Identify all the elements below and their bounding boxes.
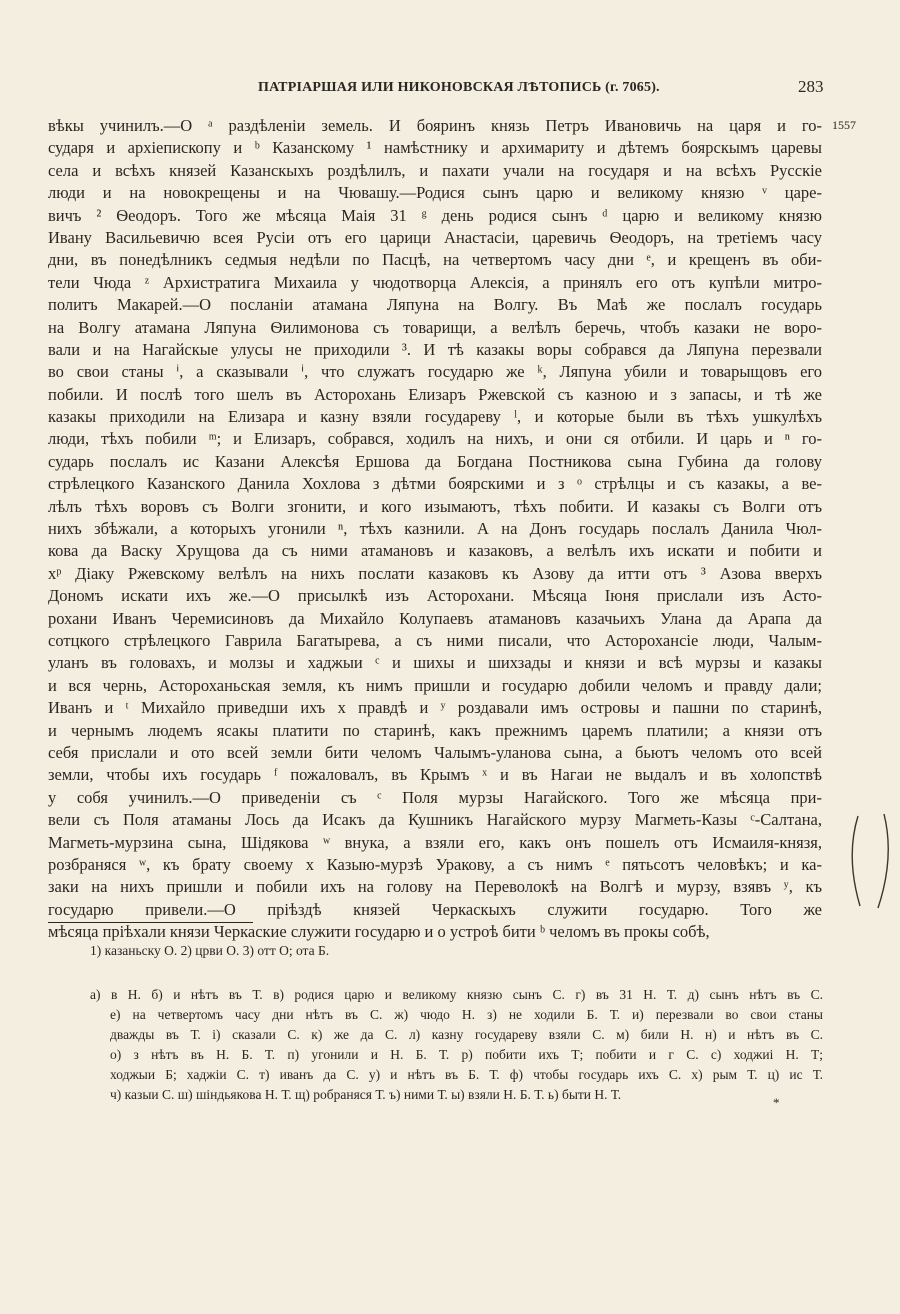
text-line: Магметь-мурзина сына, Шідякова ʷ внука, а взяли его, какъ онъ пошелъ отъ Исмаиля-князя, bbox=[48, 832, 822, 852]
variant-note-line: дважды въ Т. і) сказали С. к) же да С. л) казну государеву взяли С. м) били Н. н) и нѣтъ въ С. bbox=[110, 1027, 823, 1042]
margin-pencil-mark bbox=[848, 812, 894, 910]
text-line: государю привели.—О пріѣздѣ князей Черкаскыхъ служити государю. Того же bbox=[48, 899, 822, 919]
text-line: и чернымъ людемъ ясакы платити по старинѣ, какъ прежнимъ царемъ платили; а князи отъ bbox=[48, 720, 822, 740]
text-line: вели съ Поля атаманы Лось да Исакъ да Кушникъ Нагайского мурзу Магметь-Казы ᶜ-Салтана, bbox=[48, 810, 822, 830]
page-header bbox=[0, 77, 900, 104]
text-line: себя прислали и ото всей земли бити челомъ Чалымъ-уланова сына, а бьютъ челомъ ото всей bbox=[48, 742, 822, 762]
text-line: кова да Васку Хрущова да съ ними атамановъ и казаковъ, а велѣлъ ихъ искати и побити и bbox=[48, 541, 822, 561]
variant-note-line: ч) казыи С. ш) шіндьякова Н. Т. щ) робраняся Т. ъ) ними Т. ы) взяли Н. Б. Т. ь) быти Н. Т. bbox=[110, 1087, 622, 1102]
text-line: заки на нихъ пришли и побили ихъ на голову на Переволокѣ на Волгѣ и мурзу, взявъ ʸ, къ bbox=[48, 877, 822, 897]
text-line: дни, въ понедѣлникъ седмыя недѣли по Пасцѣ, на четвертомъ часу дни ᵉ, и крещенъ въ оби- bbox=[48, 250, 822, 270]
text-line: мѣсяца пріѣхали князи Черкаские служити государю и о устроѣ бити ᵇ челомъ въ прокы собѣ, bbox=[48, 922, 710, 942]
text-line: тели Чюда ᶻ Архистратига Михаила у чюдотворца Алексія, а принялъ его отъ купѣли митро- bbox=[48, 272, 822, 292]
page-number: 283 bbox=[798, 77, 824, 96]
text-line: сотцкого стрѣлецкого Гаврила Багатырева, а съ ними писали, что Асторохансіе люди, Чалым- bbox=[48, 630, 822, 650]
text-line: земли, чтобы ихъ государь ᶠ пожаловалъ, въ Крымъ ˣ и въ Нагаи не выдалъ и въ холопствѣ bbox=[48, 765, 822, 785]
text-line: лѣлъ тѣхъ воровъ съ Волги згонити, и кого изымаютъ, тѣхъ побити. И казакы съ Волги отъ bbox=[48, 496, 822, 516]
text-line: Дономъ искати ихъ же.—О присылкѣ изъ Асторохани. Мѣсяца Іюня прислали изъ Асто- bbox=[48, 586, 822, 606]
text-line: нихъ збѣжали, а которыхъ угонили ⁿ, тѣхъ казнили. А на Донъ государь послалъ Данила Чюл- bbox=[48, 519, 822, 539]
variant-notes bbox=[90, 985, 823, 1105]
text-line: и вся чернь, Астороханьская земля, къ нимъ пришли и государю добили челомъ и правду дали; bbox=[48, 675, 822, 695]
text-line: уланъ въ головахъ, и молзы и хаджыи ᶜ и шихы и шихзады и князи и всѣ мурзы и казакы bbox=[48, 653, 822, 673]
text-line: во свои станы ⁱ, а сказывали ⁱ, что служатъ государю же ᵏ, Ляпуна убили и товарыщовъ его bbox=[48, 362, 822, 382]
running-title: ПАТРІАРШАЯ ИЛИ НИКОНОВСКАЯ ЛѢТОПИСЬ (г. 7065). bbox=[258, 80, 660, 95]
text-line: люди и на новокрещены и на Чювашу.—Родися сынъ царю и великому князю ᵛ царе- bbox=[48, 183, 822, 203]
text-line: рохани Иванъ Черемисиновъ да Михайло Колупаевъ атамановъ казачьихъ Улана да Арапа да bbox=[48, 608, 822, 628]
text-line: вичъ ² Ѳеодоръ. Того же мѣсяца Маія 31 ᵍ день родися сынъ ᵈ царю и великому князю bbox=[48, 205, 822, 225]
text-line: розбраняся ʷ, къ брату своему х Казыю-мурзѣ Уракову, а съ нимъ ᵉ пятьсотъ человѣкъ; и ка- bbox=[48, 854, 822, 874]
text-line: побили. И послѣ того шелъ въ Асторохань Елизаръ Ржевской съ казною и з запасы, и тѣ же bbox=[48, 384, 822, 404]
text-line: казакы приходили на Елизара и казну взяли государеву ˡ, и которые были въ тѣхъ ушкулѣхъ bbox=[48, 407, 822, 427]
text-line: Иванъ и ᵗ Михайло приведши ихъ х правдѣ и ʸ роздавали имъ островы и пашни по старинѣ, bbox=[48, 698, 822, 718]
text-line: вали и на Нагайскые улусы не приходили ³. И тѣ казакы воры собрався да Ляпуна перезвали bbox=[48, 339, 822, 359]
text-line: у собя учинилъ.—О приведеніи съ ᶜ Поля мурзы Нагайского. Того же мѣсяца при- bbox=[48, 787, 822, 807]
text-line: вѣкы учинилъ.—О ᵃ раздѣленіи земель. И бояринъ князь Петръ Ивановичь на царя и го- bbox=[48, 116, 822, 135]
text-line: сударя и архіепископу и ᵇ Казанскому ¹ намѣстнику и архимариту и дѣтемъ боярскымъ царевы bbox=[48, 138, 822, 158]
numbered-footnotes: 1) казаньску О. 2) црви О. 3) отт О; ота Б. bbox=[90, 943, 330, 958]
text-line: на Волгу атамана Ляпуна Ѳилимонова съ товарищи, а велѣлъ беречь, чтобъ казаки не воро- bbox=[48, 317, 822, 337]
variant-note-line: е) на четвертомъ часу дни нѣтъ въ С. ж) чюдо Н. з) не ходили Б. Т. и) перезвали во свои станы bbox=[110, 1007, 823, 1022]
text-line: политъ Макарей.—О посланіи атамана Ляпуна на Волгу. Въ Маѣ же послалъ государь bbox=[48, 295, 822, 315]
text-line: Ивану Васильевичю всея Русіи отъ его царици Анастасіи, царевичь Ѳеодоръ, на третіемъ часу bbox=[48, 227, 822, 247]
text-line: сударь послалъ ис Казани Алексѣя Ершова да Богдана Постникова сына Губина да голову bbox=[48, 451, 822, 471]
margin-year: 1557 bbox=[832, 118, 856, 132]
text-line: люди, тѣхъ побили ᵐ; и Елизаръ, собрався, ходилъ на нихъ, и они ся отбили. И царь и ⁿ го- bbox=[48, 429, 822, 449]
variant-note-line: а) в Н. б) и нѣтъ въ Т. в) родися царю и великому князю сынъ С. г) въ 31 Н. Т. д) сынъ нѣтъ въ С. bbox=[90, 987, 823, 1002]
signature-mark: * bbox=[773, 1095, 780, 1110]
text-line: села и всѣхъ князей Казанскыхъ роздѣлилъ, и пахати учали на государя и на всѣхъ Русскіе bbox=[48, 160, 822, 180]
variant-note-line: о) з нѣтъ въ Н. Б. Т. п) угонили и Н. Б. Т. р) побити ихъ Т; побити и г С. с) ходжиі Н. Т; bbox=[110, 1047, 823, 1062]
footnote-divider bbox=[48, 922, 253, 923]
variant-note-line: ходжыи Б; хаджіи С. т) иванъ да С. у) и нѣтъ въ Б. Т. ф) чтобы государь ихъ С. х) рым Т. ц) ис Т. bbox=[110, 1067, 823, 1082]
chronicle-text bbox=[48, 115, 822, 943]
text-line: хᵖ Діаку Ржевскому велѣлъ на нихъ послати казаковъ къ Азову да итти отъ ³ Азова вверхъ bbox=[48, 563, 822, 583]
text-line: стрѣлецкого Казанского Данила Хохлова з дѣтми боярскими и з ᵒ стрѣлцы и съ казакы, а ве- bbox=[48, 474, 822, 494]
